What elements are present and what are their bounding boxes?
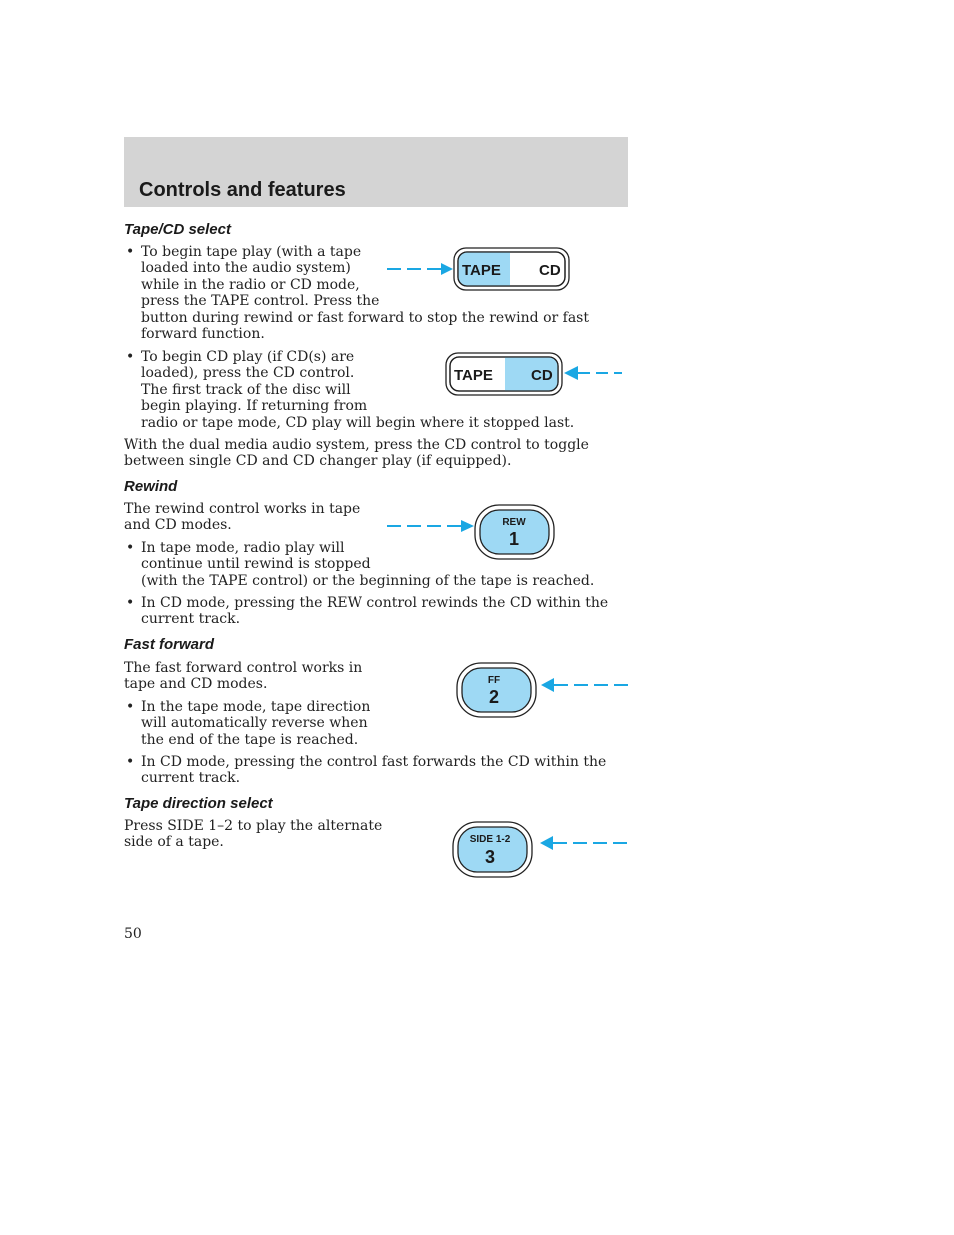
- text-line: radio or tape mode, CD play will begin where it stopped last.: [141, 414, 575, 431]
- text-line: current track.: [141, 611, 241, 628]
- text-line: current track.: [141, 770, 241, 787]
- text-line: between single CD and CD changer play (if equipped).: [124, 453, 512, 470]
- tape-label: TAPE: [462, 262, 501, 279]
- heading-rewind: Rewind: [124, 478, 178, 495]
- dashed-arrow-left-icon: [541, 678, 628, 692]
- ff-label: FF: [487, 675, 501, 686]
- text-line: will automatically reverse when: [141, 715, 368, 732]
- dashed-arrow-right-icon: [387, 520, 474, 532]
- rew-label: REW: [502, 517, 526, 528]
- cd-label: CD: [539, 262, 561, 279]
- text-line: The first track of the disc will: [141, 381, 351, 398]
- side-button-figure: [451, 820, 631, 880]
- heading-tape-direction: Tape direction select: [124, 795, 273, 812]
- text-line: press the TAPE control. Press the: [141, 293, 380, 310]
- text-line: the end of the tape is reached.: [141, 731, 359, 748]
- text-line: In the tape mode, tape direction: [141, 699, 371, 715]
- text-line: tape and CD modes.: [124, 676, 268, 693]
- text-line: The fast forward control works in: [124, 660, 363, 676]
- rew-button-figure: [385, 503, 560, 563]
- text-line: Press SIDE 1–2 to play the alternate: [124, 818, 383, 834]
- ff-number: 2: [488, 687, 500, 707]
- text-line: To begin tape play (with a tape: [141, 244, 362, 260]
- text-line: continue until rewind is stopped: [141, 556, 371, 573]
- text-line: begin playing. If returning from: [141, 398, 368, 415]
- tape-label: TAPE: [454, 367, 493, 384]
- heading-tape-cd-select: Tape/CD select: [124, 221, 231, 238]
- heading-fast-forward: Fast forward: [124, 636, 215, 653]
- side-number: 3: [484, 847, 496, 867]
- text-line: and CD modes.: [124, 517, 232, 534]
- text-line: side of a tape.: [124, 834, 224, 851]
- cd-label: CD: [531, 367, 553, 384]
- bullet-ff-cd: [124, 754, 606, 787]
- text-line: while in the radio or CD mode,: [141, 276, 360, 293]
- paragraph-ff-intro: [124, 660, 362, 693]
- section-title: Controls and features: [139, 179, 346, 201]
- dashed-arrow-right-icon: [387, 263, 453, 275]
- dashed-arrow-left-icon: [540, 836, 628, 850]
- paragraph-dual-media: [124, 437, 589, 470]
- tape-cd-button-figure-cd: [444, 351, 624, 397]
- text-line: In tape mode, radio play will: [141, 540, 345, 556]
- paragraph-rewind-intro: [124, 501, 360, 534]
- bullet-ff-tape: [124, 699, 370, 748]
- tape-cd-button-figure-tape: [385, 246, 575, 292]
- text-line: With the dual media audio system, press the CD control to toggle: [124, 437, 589, 453]
- bullet-rewind-cd: [124, 595, 608, 628]
- text-line: loaded), press the CD control.: [141, 365, 355, 382]
- text-line: The rewind control works in tape: [124, 501, 361, 517]
- side-label: SIDE 1-2: [469, 834, 511, 845]
- page-number: 50: [124, 926, 142, 942]
- text-line: In CD mode, pressing the control fast forwards the CD within the: [141, 754, 607, 770]
- dashed-arrow-left-icon: [564, 366, 622, 380]
- text-line: (with the TAPE control) or the beginning of the tape is reached.: [141, 572, 595, 589]
- text-line: To begin CD play (if CD(s) are: [141, 349, 355, 365]
- section-header: [124, 137, 628, 207]
- text-line: button during rewind or fast forward to stop the rewind or fast: [141, 309, 589, 326]
- text-line: loaded into the audio system): [141, 260, 351, 277]
- rew-number: 1: [508, 529, 520, 549]
- ff-button-figure: [455, 661, 631, 721]
- text-line: In CD mode, pressing the REW control rewinds the CD within the: [141, 595, 609, 611]
- text-line: forward function.: [141, 326, 265, 343]
- paragraph-tape-direction: [124, 818, 382, 851]
